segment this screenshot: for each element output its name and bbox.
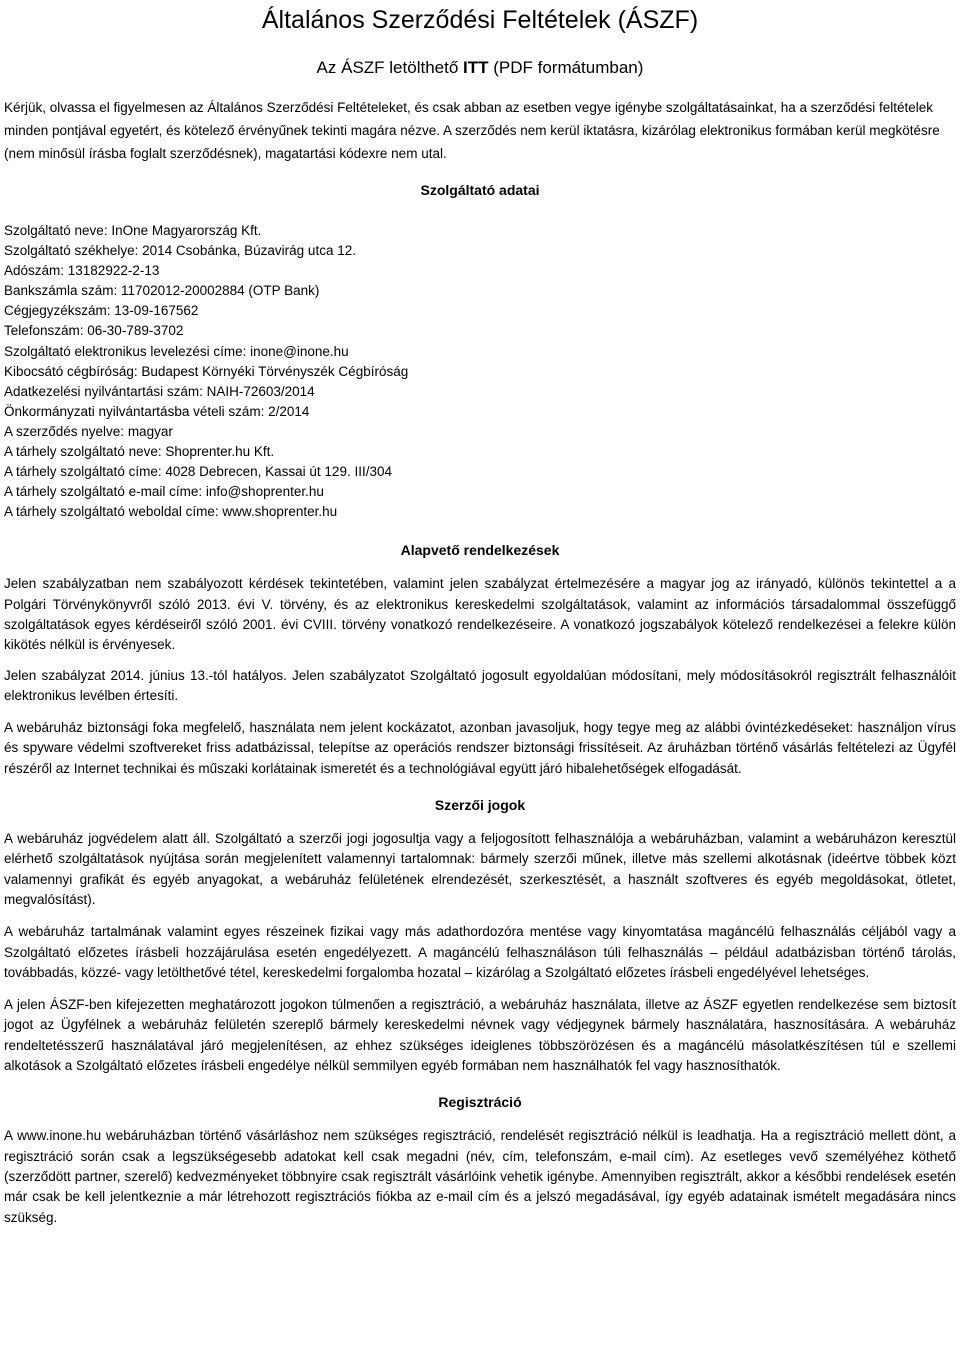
- basic-heading: Alapvető rendelkezések: [400, 542, 560, 559]
- provider-info: [0, 221, 960, 522]
- provider-line: Kibocsátó cégbíróság: Budapest Környéki Törvényszék Cégbíróság: [4, 363, 409, 379]
- download-line: [0, 36, 960, 80]
- provider-line: Bankszámla szám: 11702012-20002884 (OTP Bank): [4, 283, 320, 299]
- basic-paragraph-2: Jelen szabályzat 2014. június 13.-tól hatályos. Jelen szabályzatot Szolgáltató jogosult egyoldalúan módosítani, mely módosításokról regisztrált felhasználóit elektronikus levélben értesíti.: [4, 667, 956, 703]
- basic-paragraph-3: A webáruház biztonsági foka megfelelő, használata nem jelent kockázatot, azonban javasoljuk, hogy tegye meg az alábbi óvintézkedéseket: használjon vírus és spyware védelmi szoftvereket friss adatbázissal, telepítse az operációs rendszer biztonsági frissítéseit. Az áruházban történő vásárlás feltételezi az Ügyfél részéről az Internet technikai és műszaki korlátainak ismeretét és a technológiával együtt járó hibalehetőségek elfogadását.: [4, 720, 956, 776]
- page-title: Általános Szerződési Feltételek (ÁSZF): [261, 6, 699, 34]
- provider-line: Önkormányzati nyilvántartásba vételi szám: 2/2014: [4, 403, 310, 419]
- registration-paragraph-1: A www.inone.hu webáruházban történő vásárláshoz nem szükséges regisztráció, rendelését regisztráció nélkül is leadhatja. Ha a regisztráció mellett dönt, a regisztráció során csak a legszükségesebb adatokat kell csak megadni (név, cím, telefonszám, e-mail cím). Az esetleges vevő személyéhez köthető (szerződött partner, szerelő) kedvezményeket többnyire csak regisztrált vásárlóink vehetik igénybe. Amennyiben regisztrált, akkor a későbbi rendelések esetén már csak be kell jelentkeznie a már létrehozott regisztrációs fiókba az e-mail cím és a jelszó megadásával, így egyéb adatainak ismételt megadására nincs szükség.: [4, 1128, 956, 1225]
- provider-line: A szerződés nyelve: magyar: [4, 423, 173, 439]
- provider-line: A tárhely szolgáltató címe: 4028 Debrecen, Kassai út 129. III/304: [4, 464, 392, 480]
- intro-paragraph: Kérjük, olvassa el figyelmesen az Általános Szerződési Feltételeket, és csak abban az esetben vegye igénybe szolgáltatásainkat, ha a szerződési feltételek minden pontjával egyetért, és kötelező érvényűnek tekinti magára nézve. A szerződés nem kerül iktatásra, kizárólag elektronikus formában kerül megkötésre (nem minősül írásba foglalt szerződésnek), magatartási kódexre nem utal.: [4, 100, 940, 161]
- copyright-paragraph-2: A webáruház tartalmának valamint egyes részeinek fizikai vagy más adathordozóra mentése vagy kinyomtatása magáncélú felhasználás céljából vagy a Szolgáltató előzetes írásbeli hozzájárulása esetén engedélyezett. A magáncélú felhasználáson túli felhasználás – például adatbázisban történő tárolás, továbbadás, közzé- vagy letölthetővé tétel, kereskedelmi forgalomba hozatal – kizárólag a Szolgáltató előzetes írásbeli engedélyével lehetséges.: [4, 924, 956, 980]
- provider-line: Cégjegyzékszám: 13-09-167562: [4, 303, 199, 319]
- download-text-after: (PDF formátumban): [488, 58, 644, 77]
- provider-line: Adatkezelési nyilvántartási szám: NAIH-72603/2014: [4, 383, 315, 399]
- provider-line: A tárhely szolgáltató weboldal címe: www.shoprenter.hu: [4, 504, 338, 520]
- copyright-paragraph-3: A jelen ÁSZF-ben kifejezetten meghatározott jogokon túlmenően a regisztráció, a webáruház használata, illetve az ÁSZF egyetlen rendelkezése sem biztosít jogot az Ügyfélnek a webáruház felületén szereplő bármely kereskedelmi névnek vagy védjegynek bármely használatára, hasznosítására. A webáruház rendeltetésszerű használatával járó megjelenítésen, az ehhez szükséges ideiglenes többszörözésen és a magáncélú másolatkészítésen túl e szellemi alkotások a Szolgáltató előzetes írásbeli engedélye nélkül semmilyen egyéb formában nem használhatók fel vagy hasznosíthatók.: [4, 997, 956, 1074]
- provider-line: Szolgáltató elektronikus levelezési címe: inone@inone.hu: [4, 343, 349, 359]
- provider-line: A tárhely szolgáltató e-mail címe: info@shoprenter.hu: [4, 484, 324, 500]
- copyright-paragraph-1: A webáruház jogvédelem alatt áll. Szolgáltató a szerzői jogi jogosultja vagy a feljogosított felhasználója a webáruházban, valamint a webáruházon keresztül elérhető szolgáltatások nyújtása során megjelenített valamennyi tartalomnak: bármely szerzői műnek, illetve más szellemi alkotásnak (ideértve többek közt valamennyi grafikát és egyéb anyagokat, a webáruház felületének elrendezését, szerkesztését, a használt szoftveres és egyéb megoldásokat, ötletet, megvalósítást).: [4, 831, 956, 907]
- basic-paragraph-1: Jelen szabályzatban nem szabályozott kérdések tekintetében, valamint jelen szabályzat értelmezésére a magyar jog az irányadó, különös tekintettel a a Polgári Törvénykönyvről szóló 2013. évi V. törvény, és az elektronikus kereskedelmi szolgáltatások, valamint az információs társadalommal összefüggő szolgáltatások egyes kérdéseiről szóló 2001. évi CVIII. törvény vonatkozó rendelkezéseire. A vonatkozó jogszabályok kötelező rendelkezései a felekre külön kikötés nélkül is érvényesek.: [4, 576, 956, 653]
- provider-line: Szolgáltató neve: InOne Magyarország Kft.: [4, 223, 262, 238]
- download-text-before: Az ÁSZF letölthető: [316, 58, 463, 77]
- provider-heading: Szolgáltató adatai: [420, 182, 540, 198]
- provider-line: Telefonszám: 06-30-789-3702: [4, 323, 184, 339]
- download-link[interactable]: ITT: [463, 58, 489, 77]
- provider-line: Adószám: 13182922-2-13: [4, 263, 160, 279]
- provider-line: Szolgáltató székhelye: 2014 Csobánka, Búzavirág utca 12.: [4, 243, 356, 259]
- copyright-heading: Szerzői jogok: [434, 797, 526, 814]
- provider-line: A tárhely szolgáltató neve: Shoprenter.hu Kft.: [4, 444, 275, 460]
- registration-heading: Regisztráció: [438, 1094, 522, 1111]
